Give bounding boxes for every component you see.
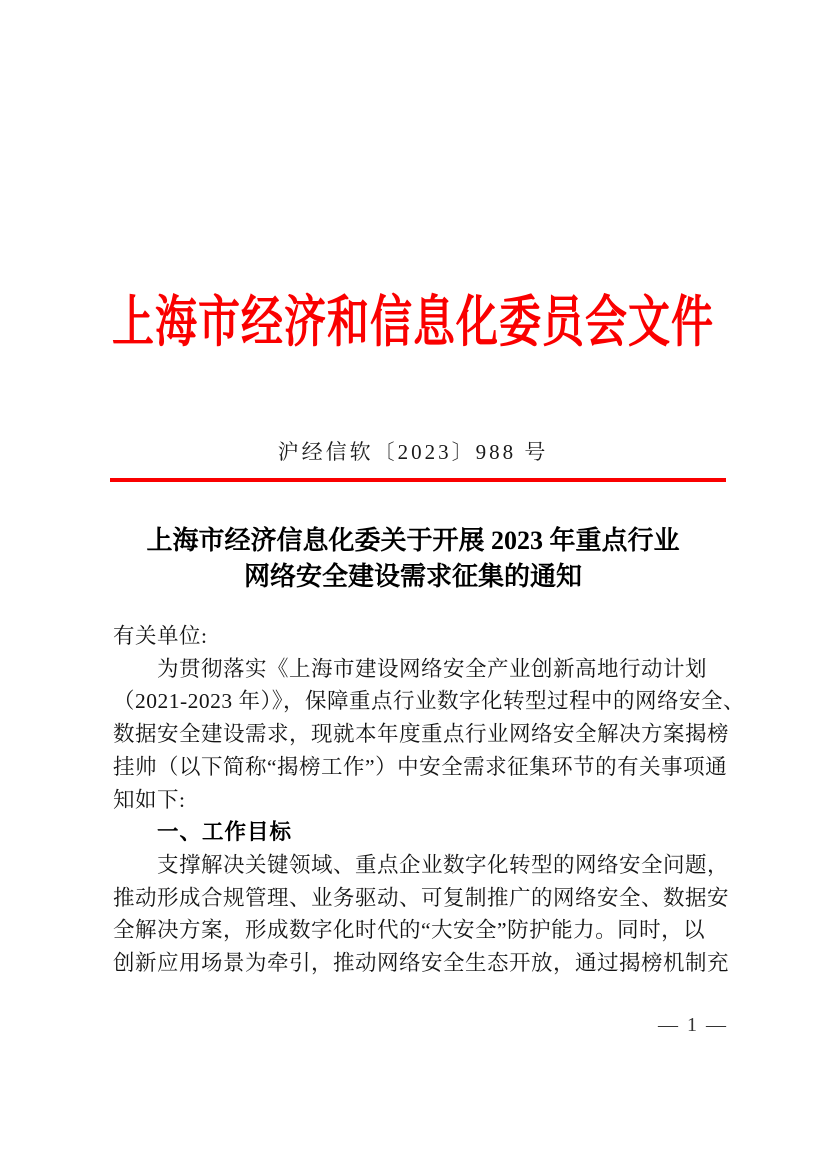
agency-header-title: 上海市经济和信息化委员会文件 [111, 293, 714, 355]
page-number: — 1 — [658, 1014, 728, 1036]
body-line: 推动形成合规管理、业务驱动、可复制推广的网络安全、数据安 [113, 885, 730, 910]
body-line: 为贯彻落实《上海市建设网络安全产业创新高地行动计划 [157, 656, 708, 681]
document-title-line2: 网络安全建设需求征集的通知 [243, 562, 582, 591]
body-line: 知如下: [113, 787, 186, 812]
document-title-line1: 上海市经济信息化委关于开展 2023 年重点行业 [146, 526, 680, 555]
body-line: 数据安全建设需求，现就本年度重点行业网络安全解决方案揭榜 [113, 722, 730, 747]
document-title [0, 523, 826, 595]
body-line: （2021-2023 年）》，保障重点行业数字化转型过程中的网络安全、 [113, 689, 746, 714]
body-line: 全解决方案，形成数字化时代的“大安全”防护能力。同时，以 [113, 918, 706, 943]
salutation: 有关单位: [113, 624, 208, 648]
section-heading-work-goals: 一、工作目标 [157, 820, 293, 845]
body-line: 创新应用场景为牵引，推动网络安全生态开放，通过揭榜机制充 [113, 951, 730, 976]
document-number: 沪经信软〔2023〕988 号 [277, 440, 549, 464]
red-divider-line [110, 478, 726, 482]
body-line: 挂帅（以下简称“揭榜工作”）中安全需求征集环节的有关事项通 [113, 754, 728, 779]
document-body [113, 620, 746, 980]
body-line: 支撑解决关键领域、重点企业数字化转型的网络安全问题， [157, 852, 730, 877]
